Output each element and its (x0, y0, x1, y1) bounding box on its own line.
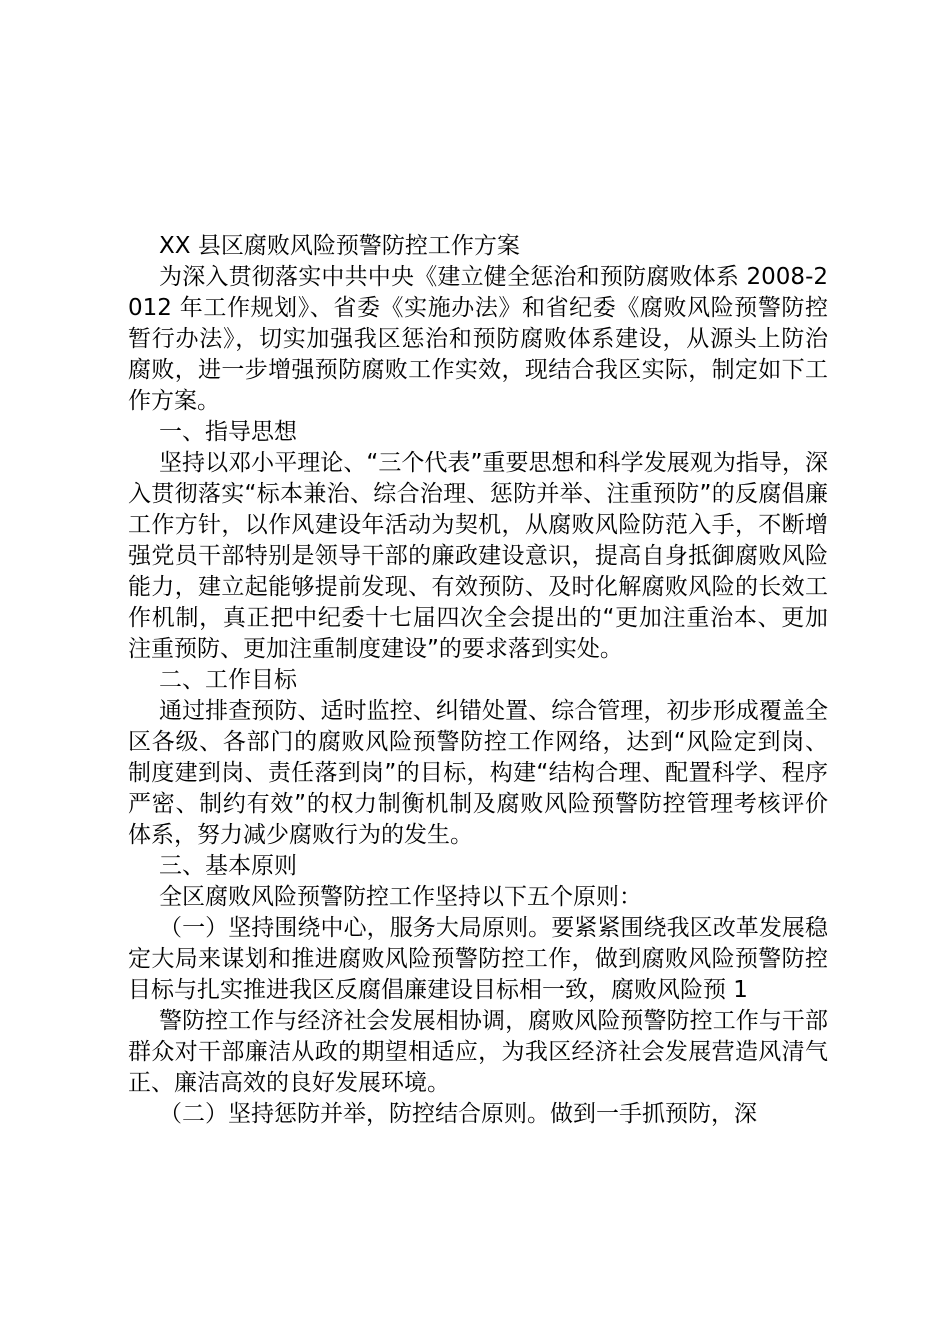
paragraph-principles-intro: 全区腐败风险预警防控工作坚持以下五个原则： (159, 884, 642, 910)
section-heading-work-goals: 二、工作目标 (159, 667, 297, 693)
paragraph-principle-two: （二）坚持惩防并举，防控结合原则。做到一手抓预防，深 (159, 1101, 757, 1127)
document-body (128, 231, 828, 1130)
document-title: XX 县区腐败风险预警防控工作方案 (159, 233, 520, 259)
paragraph-principle-one-continued: 警防控工作与经济社会发展相协调，腐败风险预警防控工作与干部群众对干部廉洁从政的期望相适应，为我区经济社会发展营造风清气正、廉洁高效的良好发展环境。 (128, 1008, 828, 1096)
paragraph-intro: 为深入贯彻落实中共中央《建立健全惩治和预防腐败体系 2008-2012 年工作规划》、省委《实施办法》和省纪委《腐败风险预警防控暂行办法》，切实加强我区惩治和预防腐败体系建设，从源头上防治腐败，进一步增强预防腐败工作实效，现结合我区实际，制定如下工作方案。 (128, 264, 828, 414)
paragraph-guiding-ideology: 坚持以邓小平理论、“三个代表”重要思想和科学发展观为指导，深入贯彻落实“标本兼治、综合治理、惩防并举、注重预防”的反腐倡廉工作方针，以作风建设年活动为契机，从腐败风险防范入手，不断增强党员干部特别是领导干部的廉政建设意识，提高自身抵御腐败风险能力，建立起能够提前发现、有效预防、及时化解腐败风险的长效工作机制，真正把中纪委十七届四次全会提出的“更加注重治本、更加注重预防、更加注重制度建设”的要求落到实处。 (128, 450, 828, 662)
section-heading-basic-principles: 三、基本原则 (159, 853, 297, 879)
paragraph-principle-one: （一）坚持围绕中心，服务大局原则。要紧紧围绕我区改革发展稳定大局来谋划和推进腐败风险预警防控工作，做到腐败风险预警防控目标与扎实推进我区反腐倡廉建设目标相一致，腐败风险预 1 (128, 915, 828, 1003)
paragraph-work-goals: 通过排查预防、适时监控、纠错处置、综合管理，初步形成覆盖全区各级、各部门的腐败风险预警防控工作网络，达到“风险定到岗、制度建到岗、责任落到岗”的目标，构建“结构合理、配置科学、程序严密、制约有效”的权力制衡机制及腐败风险预警防控管理考核评价体系，努力减少腐败行为的发生。 (128, 698, 828, 848)
section-heading-guiding-ideology: 一、指导思想 (159, 419, 297, 445)
